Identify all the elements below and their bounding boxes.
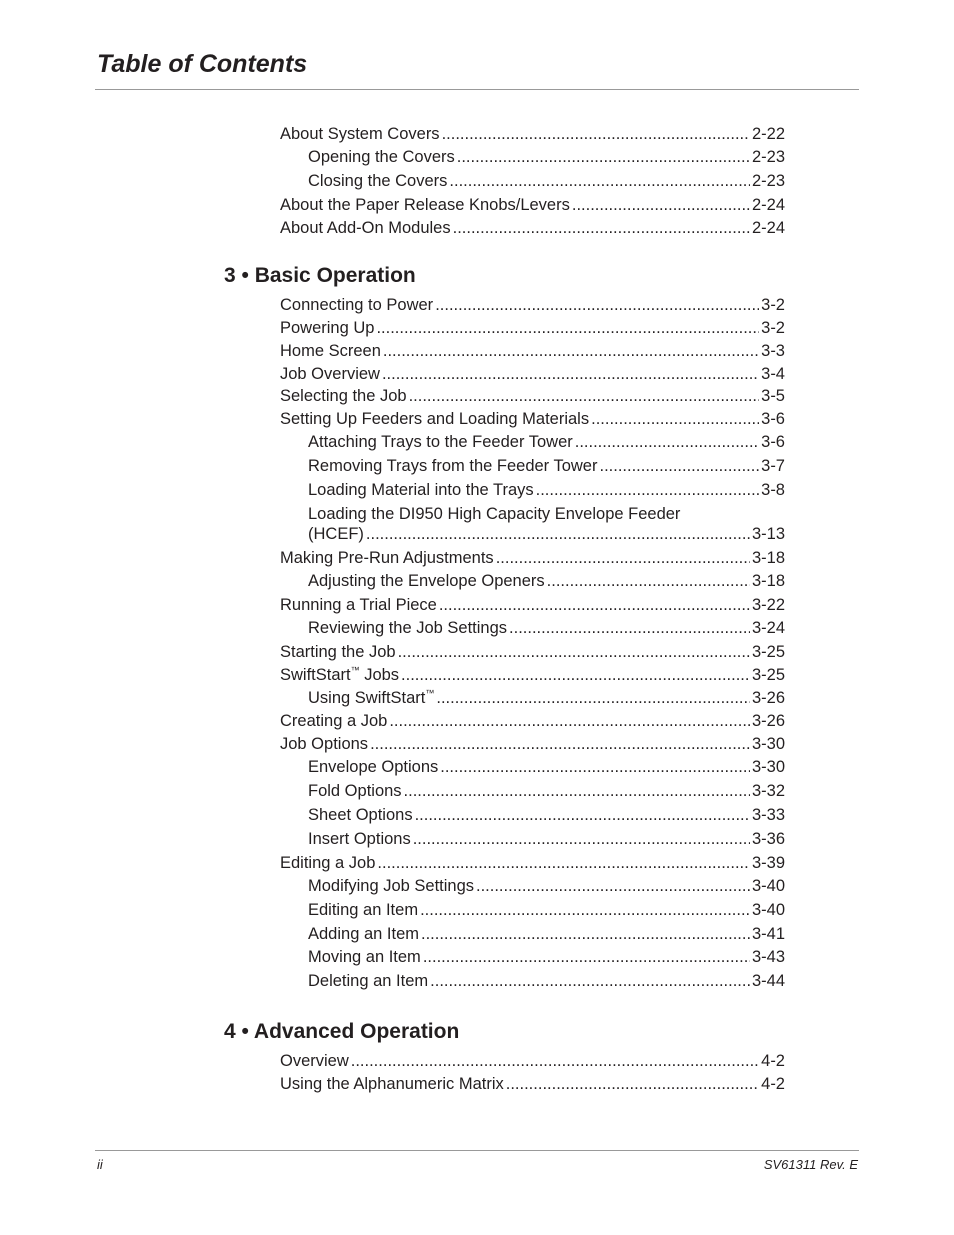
toc-entry[interactable]: Overview ..... 4-2: [280, 1051, 785, 1073]
dot-leader: [440, 757, 750, 777]
toc-entry[interactable]: About the Paper Release Knobs/Levers ..... 2-24: [280, 195, 785, 217]
dot-leader: [435, 295, 759, 315]
footer-page-number: ii: [97, 1157, 103, 1172]
dot-leader: [383, 341, 759, 361]
dot-leader: [496, 548, 750, 568]
toc-entry[interactable]: Removing Trays from the Feeder Tower ..... 3-7: [308, 456, 785, 478]
dot-leader: [420, 900, 750, 920]
toc-entry[interactable]: Editing an Item ..... 3-40: [308, 900, 785, 922]
page-ref: 3-25: [751, 643, 785, 661]
page-ref: 3-18: [751, 549, 785, 567]
toc-entry[interactable]: Envelope Options ..... 3-30: [308, 757, 785, 779]
page-ref: 3-4: [761, 365, 785, 383]
page-ref: 3-41: [751, 925, 785, 943]
dot-leader: [430, 971, 750, 991]
toc-entry[interactable]: About System Covers ..... 2-22: [280, 124, 785, 146]
toc-entry[interactable]: Using SwiftStart™ ..... 3-26: [308, 688, 785, 710]
page-ref: 3-40: [751, 901, 785, 919]
page-ref: 3-3: [761, 342, 785, 360]
toc-entry[interactable]: Fold Options ..... 3-32: [308, 781, 785, 803]
page-ref: 3-30: [751, 758, 785, 776]
dot-leader: [398, 642, 750, 662]
page-ref: 3-5: [761, 387, 785, 405]
dot-leader: [572, 195, 750, 215]
dot-leader: [377, 853, 750, 873]
toc-entry[interactable]: Opening the Covers ..... 2-23: [308, 147, 785, 169]
page-ref: 3-7: [761, 457, 785, 475]
page-ref: 3-43: [751, 948, 785, 966]
dot-leader: [389, 711, 750, 731]
page-ref: 3-30: [751, 735, 785, 753]
toc-entry[interactable]: Closing the Covers ..... 2-23: [308, 171, 785, 193]
page-ref: 3-18: [751, 572, 785, 590]
dot-leader: [366, 524, 750, 544]
dot-leader: [591, 409, 759, 429]
toc-entry[interactable]: About Add-On Modules ..... 2-24: [280, 218, 785, 240]
toc-entry[interactable]: SwiftStart™ Jobs ..... 3-25: [280, 665, 785, 687]
page-ref: 3-2: [761, 319, 785, 337]
page-ref: 3-25: [751, 666, 785, 684]
page-ref: 3-13: [751, 525, 785, 543]
trademark-symbol: ™: [425, 688, 435, 698]
page-ref: 3-26: [751, 689, 785, 707]
toc-entry[interactable]: Home Screen ..... 3-3: [280, 341, 785, 363]
trademark-symbol: ™: [350, 665, 360, 675]
dot-leader: [457, 147, 750, 167]
toc-entry[interactable]: Powering Up ..... 3-2: [280, 318, 785, 340]
dot-leader: [547, 571, 750, 591]
footer-document-id: SV61311 Rev. E: [763, 1157, 858, 1172]
toc-entry[interactable]: Loading Material into the Trays ..... 3-8: [308, 480, 785, 502]
page-ref: 4-2: [761, 1052, 785, 1070]
dot-leader: [476, 876, 750, 896]
section-heading-basic-operation[interactable]: 3 • Basic Operation: [224, 264, 416, 287]
header-divider: [95, 89, 859, 90]
toc-entry[interactable]: Selecting the Job ..... 3-5: [280, 386, 785, 408]
toc-entry[interactable]: Running a Trial Piece ..... 3-22: [280, 595, 785, 617]
page-ref: 3-8: [761, 481, 785, 499]
dot-leader: [453, 218, 750, 238]
dot-leader: [506, 1074, 759, 1094]
page-ref: 3-33: [751, 806, 785, 824]
toc-entry[interactable]: Making Pre-Run Adjustments ..... 3-18: [280, 548, 785, 570]
page-ref: 2-23: [751, 148, 785, 166]
dot-leader: [370, 734, 750, 754]
page-ref: 3-40: [751, 877, 785, 895]
toc-entry[interactable]: Adjusting the Envelope Openers ..... 3-18: [308, 571, 785, 593]
toc-entry[interactable]: Job Options ..... 3-30: [280, 734, 785, 756]
dot-leader: [599, 456, 759, 476]
page-ref: 3-44: [751, 972, 785, 990]
page-ref: 3-32: [751, 782, 785, 800]
page-ref: 2-23: [751, 172, 785, 190]
page-ref: 2-22: [751, 125, 785, 143]
toc-entry[interactable]: Creating a Job ..... 3-26: [280, 711, 785, 733]
toc-entry[interactable]: Setting Up Feeders and Loading Materials ..... 3-6: [280, 409, 785, 431]
dot-leader: [575, 432, 759, 452]
dot-leader: [421, 924, 750, 944]
toc-entry[interactable]: Editing a Job ..... 3-39: [280, 853, 785, 875]
toc-entry[interactable]: Modifying Job Settings ..... 3-40: [308, 876, 785, 898]
dot-leader: [436, 688, 750, 708]
toc-entry[interactable]: Using the Alphanumeric Matrix ..... 4-2: [280, 1074, 785, 1096]
toc-entry[interactable]: Reviewing the Job Settings ..... 3-24: [308, 618, 785, 640]
toc-entry[interactable]: Attaching Trays to the Feeder Tower ..... 3-6: [308, 432, 785, 454]
dot-leader: [404, 781, 750, 801]
dot-leader: [449, 171, 750, 191]
toc-entry[interactable]: Loading the DI950 High Capacity Envelope Feeder (HCEF) ..... 3-13: [308, 504, 785, 544]
page-ref: 2-24: [751, 196, 785, 214]
dot-leader: [439, 595, 750, 615]
toc-entry[interactable]: Connecting to Power ..... 3-2: [280, 295, 785, 317]
dot-leader: [442, 124, 750, 144]
dot-leader: [415, 805, 750, 825]
toc-entry[interactable]: Insert Options ..... 3-36: [308, 829, 785, 851]
toc-entry[interactable]: Sheet Options ..... 3-33: [308, 805, 785, 827]
dot-leader: [351, 1051, 759, 1071]
page-ref: 3-6: [761, 433, 785, 451]
dot-leader: [423, 947, 750, 967]
toc-entry[interactable]: Adding an Item ..... 3-41: [308, 924, 785, 946]
dot-leader: [536, 480, 760, 500]
dot-leader: [409, 386, 760, 406]
page-ref: 3-6: [761, 410, 785, 428]
section-heading-advanced-operation[interactable]: 4 • Advanced Operation: [224, 1020, 460, 1043]
page-ref: 3-39: [751, 854, 785, 872]
page-ref: 2-24: [751, 219, 785, 237]
dot-leader: [413, 829, 750, 849]
page-ref: 3-2: [761, 296, 785, 314]
dot-leader: [509, 618, 750, 638]
dot-leader: [382, 364, 759, 384]
footer-divider: [95, 1150, 859, 1151]
page-ref: 3-22: [751, 596, 785, 614]
page-title: Table of Contents: [97, 50, 308, 78]
toc-entry[interactable]: Moving an Item ..... 3-43: [308, 947, 785, 969]
toc-entry[interactable]: Job Overview ..... 3-4: [280, 364, 785, 386]
page-ref: 3-36: [751, 830, 785, 848]
dot-leader: [376, 318, 759, 338]
toc-entry[interactable]: Starting the Job ..... 3-25: [280, 642, 785, 664]
dot-leader: [401, 665, 750, 685]
page-ref: 3-26: [751, 712, 785, 730]
toc-entry[interactable]: Deleting an Item ..... 3-44: [308, 971, 785, 993]
page-ref: 4-2: [761, 1075, 785, 1093]
page-ref: 3-24: [751, 619, 785, 637]
